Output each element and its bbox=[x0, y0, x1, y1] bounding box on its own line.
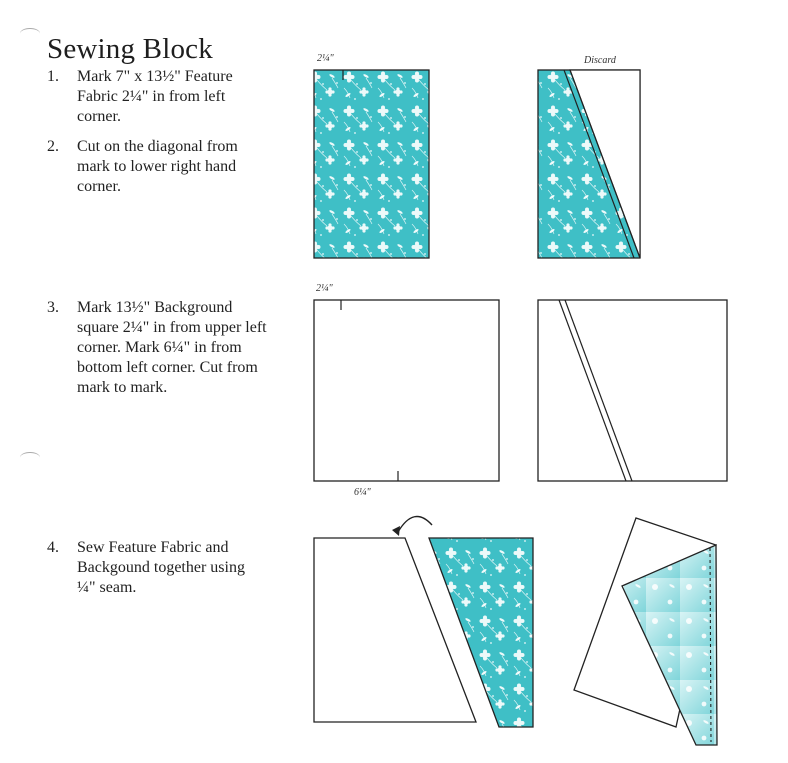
step-number: 2. bbox=[47, 138, 59, 155]
step3-background-square bbox=[314, 300, 499, 481]
page-title: Sewing Block bbox=[47, 33, 213, 66]
step-text: Mark 13½" Background square 2¼" in from upper left corner. Mark 6¼" in from bottom left corner. Cut from mark to mark. bbox=[77, 299, 267, 396]
step-number: 4. bbox=[47, 539, 59, 556]
step4-sewn-block bbox=[574, 518, 717, 745]
step-number: 1. bbox=[47, 68, 59, 85]
label-discard: Discard bbox=[584, 55, 616, 66]
flip-arrow-icon bbox=[392, 516, 432, 536]
label-mark-top-1: 2¼" bbox=[317, 53, 334, 64]
step2-cut-fabric bbox=[538, 70, 640, 258]
label-mark-top-3: 2¼" bbox=[316, 283, 333, 294]
step1-feature-fabric bbox=[314, 70, 429, 258]
step-number: 3. bbox=[47, 299, 59, 316]
step-text: Mark 7" x 13½" Feature Fabric 2¼" in from left corner. bbox=[77, 68, 233, 125]
step-text: Cut on the diagonal from mark to lower right hand corner. bbox=[77, 138, 238, 195]
label-mark-bottom-3: 6¼" bbox=[354, 487, 371, 498]
step-text: Sew Feature Fabric and Backgound together using ¼" seam. bbox=[77, 539, 245, 596]
step3-cut-square bbox=[538, 300, 727, 481]
